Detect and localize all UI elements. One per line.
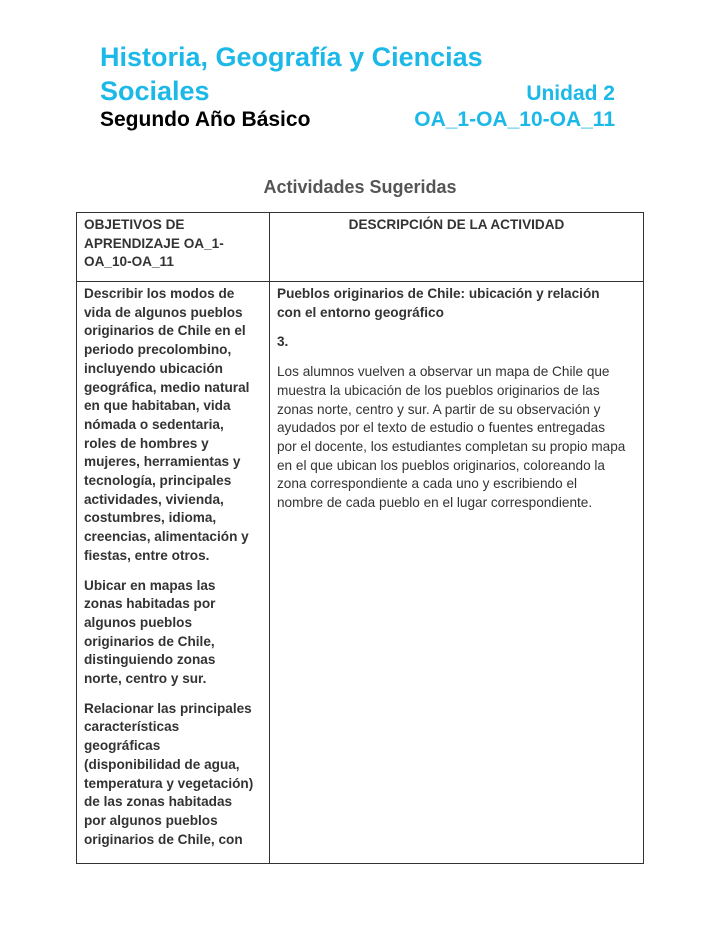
objective-1: Describir los modos de vida de algunos pueblos originarios de Chile en el periodo precolombino, incluyendo ubicación geográfica, medio natural en que habitaban, vida nómada o sedentaria, roles de hombres y mujeres, herramientas y tecnología, principales actividades, vivienda, costumbres, idioma, creencias, alimentación y fiestas, entre otros.	[84, 286, 250, 563]
objectives-header: OBJETIVOS DE APRENDIZAJE OA_1- OA_10-OA_11	[77, 213, 270, 282]
activities-table	[76, 212, 644, 864]
activity-text: Los alumnos vuelven a observar un mapa de Chile que muestra la ubicación de los pueblos originarios de las zonas norte, centro y sur. A partir de su observación y ayudados por el texto de estudio o fuentes entregadas por el docente, los estudiantes completan su propio mapa en el que ubican los pueblos originarios, coloreando la zona correspondiente a cada uno y escribiendo el nombre de cada pueblo en el lugar correspondiente.	[277, 364, 626, 511]
objective-2: Ubicar en mapas las zonas habitadas por algunos pueblos originarios de Chile, distinguiendo zonas norte, centro y sur.	[84, 577, 216, 687]
grade-label: Segundo Año Básico	[100, 108, 311, 131]
activity-header: DESCRIPCIÓN DE LA ACTIVIDAD	[270, 213, 644, 282]
activity-number: 3.	[277, 334, 289, 350]
subject-title-line2: Sociales	[100, 76, 210, 106]
table-row	[77, 282, 644, 864]
objective-3: Relacionar las principales características geográficas (disponibilidad de agua, temperatura y vegetación) de las zonas habitadas por algunos pueblos originarios de Chile, con	[84, 700, 254, 847]
subject-title-line1: Historia, Geografía y Ciencias	[100, 42, 483, 72]
objectives-cell	[77, 282, 270, 864]
table-header-row	[77, 213, 644, 282]
objectives-code: OA_1-OA_10-OA_11	[414, 108, 615, 131]
activity-title: Pueblos originarios de Chile: ubicación y relación con el entorno geográfico	[277, 286, 600, 320]
unit-label: Unidad 2	[526, 82, 615, 105]
section-title: Actividades Sugeridas	[263, 177, 457, 197]
activity-cell	[270, 282, 644, 864]
